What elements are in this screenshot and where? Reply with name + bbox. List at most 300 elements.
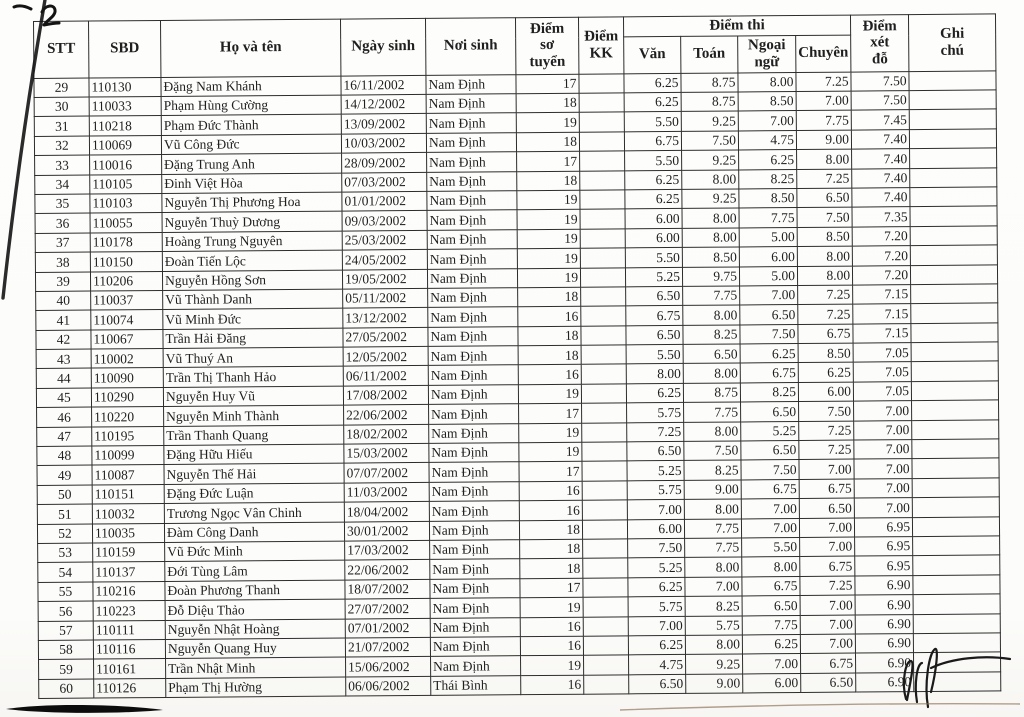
cell-diem_xet_do: 7.00 xyxy=(854,440,912,460)
cell-ngoai_ngu: 7.75 xyxy=(739,208,797,228)
header-ngay-sinh: Ngày sinh xyxy=(340,18,425,75)
cell-sbd: 110105 xyxy=(90,174,162,194)
cell-diem_so_tuyen: 18 xyxy=(518,345,581,365)
cell-ho_va_ten: Đặng Đức Luận xyxy=(164,483,344,504)
cell-sbd: 110069 xyxy=(89,135,161,155)
cell-noi_sinh: Nam Định xyxy=(429,443,519,463)
cell-noi_sinh: Nam Định xyxy=(427,249,517,269)
cell-ngay_sinh: 24/05/2002 xyxy=(342,250,427,270)
cell-ngoai_ngu: 6.25 xyxy=(740,344,798,364)
cell-diem_xet_do: 7.15 xyxy=(853,304,911,324)
cell-diem_so_tuyen: 19 xyxy=(521,656,584,676)
cell-toan: 8.25 xyxy=(684,460,741,480)
cell-noi_sinh: Nam Định xyxy=(427,229,517,249)
cell-ngay_sinh: 17/03/2002 xyxy=(345,540,430,560)
cell-ngay_sinh: 27/07/2002 xyxy=(345,599,430,619)
cell-chuyen: 6.50 xyxy=(801,673,856,693)
cell-ghi_chu xyxy=(912,400,999,420)
cell-sbd: 110218 xyxy=(89,116,161,136)
cell-sbd: 110032 xyxy=(92,504,164,524)
table-header xyxy=(34,14,996,78)
cell-chuyen: 7.00 xyxy=(799,459,854,479)
cell-noi_sinh: Nam Định xyxy=(426,74,516,94)
cell-ghi_chu xyxy=(911,323,998,343)
cell-ngoai_ngu: 8.25 xyxy=(739,169,797,189)
cell-diem_xet_do: 6.95 xyxy=(855,537,913,557)
cell-chuyen: 8.50 xyxy=(797,227,852,247)
cell-ngoai_ngu: 6.75 xyxy=(740,363,798,383)
header-stt: STT xyxy=(34,21,89,78)
cell-van: 6.75 xyxy=(626,306,683,326)
cell-chuyen: 8.50 xyxy=(798,343,853,363)
cell-diem_kk xyxy=(580,190,625,210)
cell-noi_sinh: Nam Định xyxy=(429,423,519,443)
cell-van: 6.25 xyxy=(628,635,685,655)
cell-diem_so_tuyen: 16 xyxy=(520,617,583,637)
cell-sbd: 110016 xyxy=(90,155,162,175)
cell-ngoai_ngu: 6.00 xyxy=(739,247,797,267)
cell-van: 7.50 xyxy=(628,538,685,558)
cell-noi_sinh: Nam Định xyxy=(428,288,518,308)
cell-noi_sinh: Nam Định xyxy=(428,385,518,405)
cell-diem_so_tuyen: 18 xyxy=(516,93,579,113)
cell-diem_xet_do: 6.95 xyxy=(855,556,913,576)
cell-ho_va_ten: Vũ Đức Minh xyxy=(165,541,345,562)
cell-ngay_sinh: 17/08/2002 xyxy=(343,385,428,405)
cell-van: 6.25 xyxy=(625,189,682,209)
cell-ho_va_ten: Nguyễn Thị Phương Hoa xyxy=(162,192,342,213)
cell-sbd: 110161 xyxy=(94,659,166,679)
cell-stt: 56 xyxy=(38,601,93,621)
cell-sbd: 110151 xyxy=(92,484,164,504)
header-diem-kk: Điểm KK xyxy=(578,17,623,74)
cell-noi_sinh: Nam Định xyxy=(427,191,517,211)
cell-chuyen: 6.75 xyxy=(798,324,853,344)
cell-diem_xet_do: 7.40 xyxy=(852,188,910,208)
cell-ho_va_ten: Nguyễn Hồng Sơn xyxy=(162,270,342,291)
cell-diem_xet_do: 7.15 xyxy=(853,323,911,343)
cell-ngoai_ngu: 6.25 xyxy=(739,150,797,170)
cell-ngoai_ngu: 7.75 xyxy=(742,615,800,635)
header-chuyen: Chuyên xyxy=(796,35,851,72)
cell-ghi_chu xyxy=(913,613,1000,633)
cell-chuyen: 7.25 xyxy=(799,421,854,441)
cell-stt: 32 xyxy=(34,136,89,156)
cell-diem_so_tuyen: 18 xyxy=(519,520,582,540)
cell-noi_sinh: Nam Định xyxy=(429,501,519,521)
cell-ghi_chu xyxy=(909,71,996,91)
cell-toan: 8.00 xyxy=(683,363,740,383)
cell-sbd: 110178 xyxy=(90,232,162,252)
cell-stt: 41 xyxy=(36,310,91,330)
cell-diem_kk xyxy=(580,229,625,249)
cell-sbd: 110159 xyxy=(93,542,165,562)
cell-stt: 37 xyxy=(35,233,90,253)
cell-ghi_chu xyxy=(912,439,999,459)
cell-noi_sinh: Nam Định xyxy=(428,365,518,385)
cell-sbd: 110130 xyxy=(89,77,161,97)
cell-ngoai_ngu: 6.75 xyxy=(742,576,800,596)
cell-van: 8.00 xyxy=(626,364,683,384)
table-body xyxy=(34,71,1001,699)
cell-sbd: 110150 xyxy=(90,252,162,272)
cell-ho_va_ten: Đoàn Tiến Lộc xyxy=(162,250,342,271)
cell-chuyen: 7.00 xyxy=(796,91,851,111)
cell-stt: 35 xyxy=(35,194,90,214)
cell-ngay_sinh: 07/03/2002 xyxy=(342,172,427,192)
cell-toan: 7.75 xyxy=(684,402,741,422)
cell-ho_va_ten: Đới Tùng Lâm xyxy=(165,560,345,581)
cell-ngay_sinh: 15/03/2002 xyxy=(344,443,429,463)
cell-ngoai_ngu: 7.00 xyxy=(740,285,798,305)
cell-stt: 53 xyxy=(38,543,93,563)
cell-ngoai_ngu: 5.25 xyxy=(741,421,799,441)
cell-sbd: 110116 xyxy=(93,639,165,659)
cell-ghi_chu xyxy=(913,594,1000,614)
cell-ghi_chu xyxy=(912,517,999,537)
cell-toan: 8.25 xyxy=(685,596,742,616)
cell-chuyen: 7.00 xyxy=(800,537,855,557)
cell-van: 5.50 xyxy=(624,112,681,132)
cell-sbd: 110087 xyxy=(92,465,164,485)
cell-diem_so_tuyen: 19 xyxy=(516,113,579,133)
cell-stt: 51 xyxy=(37,504,92,524)
cell-diem_xet_do: 6.90 xyxy=(855,634,913,654)
cell-van: 7.00 xyxy=(628,616,685,636)
cell-diem_kk xyxy=(582,403,627,423)
cell-toan: 9.25 xyxy=(682,150,739,170)
cell-diem_kk xyxy=(580,248,625,268)
cell-ngoai_ngu: 6.25 xyxy=(742,634,800,654)
cell-ho_va_ten: Trần Nhật Minh xyxy=(166,657,346,678)
cell-stt: 55 xyxy=(38,582,93,602)
cell-ngoai_ngu: 8.25 xyxy=(740,382,798,402)
cell-van: 6.50 xyxy=(629,674,686,694)
cell-toan: 8.00 xyxy=(682,208,739,228)
cell-sbd: 110290 xyxy=(91,387,163,407)
cell-ghi_chu xyxy=(912,497,999,517)
cell-ngay_sinh: 15/06/2002 xyxy=(346,657,431,677)
cell-ngay_sinh: 22/06/2002 xyxy=(345,560,430,580)
cell-diem_so_tuyen: 16 xyxy=(521,675,584,695)
cell-van: 6.25 xyxy=(626,383,683,403)
cell-ngoai_ngu: 6.50 xyxy=(742,596,800,616)
cell-diem_so_tuyen: 17 xyxy=(520,578,583,598)
cell-chuyen: 7.25 xyxy=(797,169,852,189)
cell-diem_xet_do: 6.90 xyxy=(855,614,913,634)
cell-stt: 39 xyxy=(35,272,90,292)
cell-diem_so_tuyen: 19 xyxy=(519,423,582,443)
cell-stt: 60 xyxy=(39,679,94,699)
cell-noi_sinh: Nam Định xyxy=(427,210,517,230)
cell-diem_xet_do: 6.90 xyxy=(855,575,913,595)
cell-ngay_sinh: 11/03/2002 xyxy=(344,482,429,502)
cell-ghi_chu xyxy=(912,420,999,440)
cell-stt: 57 xyxy=(38,621,93,641)
cell-diem_xet_do: 7.40 xyxy=(852,149,910,169)
cell-sbd: 110126 xyxy=(94,678,166,698)
cell-ho_va_ten: Phạm Đức Thành xyxy=(161,114,341,135)
cell-stt: 34 xyxy=(35,175,90,195)
cell-diem_so_tuyen: 16 xyxy=(519,500,582,520)
cell-ngay_sinh: 18/07/2002 xyxy=(345,579,430,599)
cell-ghi_chu xyxy=(909,109,996,129)
cell-sbd: 110111 xyxy=(93,620,165,640)
cell-diem_xet_do: 7.05 xyxy=(853,362,911,382)
cell-stt: 54 xyxy=(38,562,93,582)
cell-van: 6.25 xyxy=(624,73,681,93)
cell-diem_so_tuyen: 18 xyxy=(517,171,580,191)
cell-stt: 33 xyxy=(35,155,90,175)
cell-ho_va_ten: Nguyễn Nhật Hoàng xyxy=(165,619,345,640)
cell-ho_va_ten: Trương Ngọc Vân Chinh xyxy=(164,502,344,523)
cell-van: 6.25 xyxy=(625,170,682,190)
cell-diem_kk xyxy=(583,597,628,617)
cell-diem_kk xyxy=(579,93,624,113)
header-ho-va-ten: Họ và tên xyxy=(161,19,341,77)
cell-van: 6.50 xyxy=(626,286,683,306)
cell-stt: 43 xyxy=(36,349,91,369)
cell-toan: 9.75 xyxy=(682,266,739,286)
header-toan: Toán xyxy=(681,36,738,73)
cell-van: 7.25 xyxy=(627,422,684,442)
cell-ho_va_ten: Hoàng Trung Nguyên xyxy=(162,231,342,252)
cell-diem_kk xyxy=(580,209,625,229)
cell-ngay_sinh: 30/01/2002 xyxy=(344,521,429,541)
cell-toan: 5.75 xyxy=(685,615,742,635)
cell-ngoai_ngu: 5.00 xyxy=(739,266,797,286)
cell-stt: 49 xyxy=(37,465,92,485)
cell-van: 5.50 xyxy=(626,344,683,364)
cell-diem_kk xyxy=(581,384,626,404)
cell-stt: 59 xyxy=(39,659,94,679)
cell-diem_so_tuyen: 19 xyxy=(520,597,583,617)
cell-diem_xet_do: 7.20 xyxy=(852,226,910,246)
cell-ho_va_ten: Đặng Trung Anh xyxy=(162,153,342,174)
cell-chuyen: 7.75 xyxy=(796,110,851,130)
cell-ngay_sinh: 07/07/2002 xyxy=(344,463,429,483)
cell-ghi_chu xyxy=(913,575,1000,595)
cell-ho_va_ten: Vũ Công Đức xyxy=(161,134,341,155)
cell-stt: 29 xyxy=(34,78,89,98)
cell-diem_so_tuyen: 19 xyxy=(519,442,582,462)
cell-stt: 45 xyxy=(36,388,91,408)
cell-toan: 7.75 xyxy=(685,538,742,558)
cell-stt: 30 xyxy=(34,97,89,117)
cell-sbd: 110090 xyxy=(91,368,163,388)
cell-diem_kk xyxy=(581,364,626,384)
cell-ghi_chu xyxy=(914,652,1001,672)
cell-diem_kk xyxy=(581,287,626,307)
cell-van: 6.50 xyxy=(627,441,684,461)
cell-ghi_chu xyxy=(911,303,998,323)
cell-noi_sinh: Nam Định xyxy=(431,656,521,676)
cell-diem_so_tuyen: 16 xyxy=(520,636,583,656)
cell-ho_va_ten: Nguyễn Minh Thành xyxy=(164,405,344,426)
cell-stt: 52 xyxy=(37,524,92,544)
cell-diem_so_tuyen: 17 xyxy=(519,403,582,423)
cell-diem_so_tuyen: 19 xyxy=(517,248,580,268)
cell-toan: 8.25 xyxy=(683,325,740,345)
cell-diem_so_tuyen: 19 xyxy=(518,384,581,404)
cell-ho_va_ten: Đỗ Diệu Thảo xyxy=(165,599,345,620)
cell-chuyen: 8.00 xyxy=(797,266,852,286)
cell-ghi_chu xyxy=(914,672,1001,692)
cell-diem_kk xyxy=(581,306,626,326)
cell-diem_xet_do: 7.05 xyxy=(853,343,911,363)
cell-noi_sinh: Nam Định xyxy=(426,132,516,152)
cell-diem_so_tuyen: 19 xyxy=(517,210,580,230)
cell-noi_sinh: Nam Định xyxy=(430,617,520,637)
cell-van: 5.75 xyxy=(627,480,684,500)
cell-toan: 9.00 xyxy=(684,480,741,500)
cell-sbd: 110206 xyxy=(90,271,162,291)
cell-ghi_chu xyxy=(911,342,998,362)
cell-diem_so_tuyen: 18 xyxy=(516,132,579,152)
cell-diem_kk xyxy=(581,345,626,365)
cell-chuyen: 7.25 xyxy=(798,285,853,305)
cell-diem_so_tuyen: 18 xyxy=(518,287,581,307)
cell-ngoai_ngu: 6.75 xyxy=(741,479,799,499)
cell-ngay_sinh: 05/11/2002 xyxy=(343,288,428,308)
cell-toan: 9.00 xyxy=(686,674,743,694)
cell-ho_va_ten: Nguyễn Quang Huy xyxy=(165,638,345,659)
cell-ghi_chu xyxy=(909,129,996,149)
cell-chuyen: 7.25 xyxy=(799,440,854,460)
cell-ghi_chu xyxy=(910,206,997,226)
cell-chuyen: 7.25 xyxy=(796,72,851,92)
cell-noi_sinh: Thái Bình xyxy=(431,675,521,695)
cell-stt: 31 xyxy=(34,116,89,136)
cell-ngay_sinh: 16/11/2002 xyxy=(341,75,426,95)
cell-ngay_sinh: 09/03/2002 xyxy=(342,211,427,231)
cell-van: 6.00 xyxy=(625,209,682,229)
cell-diem_kk xyxy=(579,132,624,152)
cell-toan: 9.25 xyxy=(685,654,742,674)
cell-ho_va_ten: Nguyễn Huy Vũ xyxy=(163,386,343,407)
cell-ngay_sinh: 28/09/2002 xyxy=(342,153,427,173)
cell-stt: 40 xyxy=(36,291,91,311)
cell-ngoai_ngu: 8.00 xyxy=(742,557,800,577)
cell-ho_va_ten: Đặng Nam Khánh xyxy=(161,76,341,97)
cell-chuyen: 6.75 xyxy=(800,556,855,576)
cell-chuyen: 9.00 xyxy=(796,130,851,150)
cell-sbd: 110223 xyxy=(93,601,165,621)
header-diem-so-tuyen: Điểm sơ tuyển xyxy=(515,17,578,74)
cell-ngoai_ngu: 7.50 xyxy=(740,324,798,344)
cell-stt: 38 xyxy=(35,252,90,272)
cell-stt: 42 xyxy=(36,330,91,350)
cell-diem_xet_do: 6.90 xyxy=(855,595,913,615)
cell-ngay_sinh: 25/03/2002 xyxy=(342,230,427,250)
cell-ghi_chu xyxy=(910,148,997,168)
cell-ngoai_ngu: 6.50 xyxy=(741,402,799,422)
cell-ho_va_ten: Trần Thanh Quang xyxy=(164,425,344,446)
cell-chuyen: 7.25 xyxy=(798,304,853,324)
cell-ngay_sinh: 22/06/2002 xyxy=(344,405,429,425)
cell-toan: 7.00 xyxy=(685,577,742,597)
cell-sbd: 110074 xyxy=(91,310,163,330)
cell-toan: 6.50 xyxy=(683,344,740,364)
cell-diem_kk xyxy=(582,442,627,462)
cell-van: 6.00 xyxy=(627,519,684,539)
header-van: Văn xyxy=(624,36,681,73)
cell-van: 5.75 xyxy=(627,403,684,423)
cell-stt: 46 xyxy=(37,407,92,427)
cell-diem_kk xyxy=(583,636,628,656)
cell-ngoai_ngu: 8.50 xyxy=(738,91,796,111)
cell-ho_va_ten: Đoàn Phương Thanh xyxy=(165,580,345,601)
cell-sbd: 110055 xyxy=(90,213,162,233)
cell-chuyen: 8.00 xyxy=(797,246,852,266)
cell-ngoai_ngu: 8.00 xyxy=(738,72,796,92)
cell-sbd: 110067 xyxy=(91,329,163,349)
cell-ho_va_ten: Phạm Thị Hường xyxy=(166,677,346,698)
cell-chuyen: 7.50 xyxy=(797,207,852,227)
cell-ghi_chu xyxy=(910,245,997,265)
cell-ngoai_ngu: 6.50 xyxy=(740,305,798,325)
cell-ghi_chu xyxy=(910,226,997,246)
cell-diem_xet_do: 7.00 xyxy=(854,498,912,518)
cell-ngay_sinh: 06/11/2002 xyxy=(343,366,428,386)
cell-van: 6.50 xyxy=(626,325,683,345)
cell-diem_xet_do: 7.45 xyxy=(851,110,909,130)
cell-toan: 8.00 xyxy=(682,228,739,248)
cell-noi_sinh: Nam Định xyxy=(430,637,520,657)
cell-diem_kk xyxy=(581,326,626,346)
cell-noi_sinh: Nam Định xyxy=(430,540,520,560)
cell-diem_xet_do: 7.50 xyxy=(851,71,909,91)
cell-ngay_sinh: 19/05/2002 xyxy=(342,269,427,289)
cell-ghi_chu xyxy=(913,536,1000,556)
cell-noi_sinh: Nam Định xyxy=(427,268,517,288)
cell-van: 6.00 xyxy=(625,228,682,248)
cell-noi_sinh: Nam Định xyxy=(430,559,520,579)
header-ghi-chu: Ghi chú xyxy=(909,14,996,71)
cell-noi_sinh: Nam Định xyxy=(426,113,516,133)
cell-diem_kk xyxy=(583,539,628,559)
cell-diem_so_tuyen: 17 xyxy=(517,151,580,171)
cell-ho_va_ten: Trần Thị Thanh Hảo xyxy=(163,367,343,388)
cell-noi_sinh: Nam Định xyxy=(429,462,519,482)
cell-diem_kk xyxy=(583,616,628,636)
cell-toan: 8.50 xyxy=(682,247,739,267)
cell-diem_kk xyxy=(579,73,624,93)
cell-chuyen: 6.75 xyxy=(800,653,855,673)
header-diem-thi: Điểm thi xyxy=(623,15,850,37)
cell-van: 5.25 xyxy=(628,558,685,578)
cell-ghi_chu xyxy=(910,167,997,187)
cell-chuyen: 6.75 xyxy=(799,479,854,499)
cell-chuyen: 7.00 xyxy=(800,615,855,635)
cell-van: 4.75 xyxy=(628,655,685,675)
cell-stt: 47 xyxy=(37,427,92,447)
cell-noi_sinh: Nam Định xyxy=(427,171,517,191)
cell-diem_so_tuyen: 17 xyxy=(519,462,582,482)
cell-ghi_chu xyxy=(913,555,1000,575)
cell-toan: 7.50 xyxy=(681,131,738,151)
cell-diem_so_tuyen: 19 xyxy=(517,229,580,249)
cell-ngoai_ngu: 7.50 xyxy=(741,460,799,480)
cell-diem_so_tuyen: 16 xyxy=(518,365,581,385)
cell-diem_kk xyxy=(582,461,627,481)
cell-diem_kk xyxy=(583,578,628,598)
cell-ngoai_ngu: 7.00 xyxy=(741,518,799,538)
cell-diem_xet_do: 7.00 xyxy=(854,420,912,440)
cell-toan: 7.75 xyxy=(683,286,740,306)
cell-ho_va_ten: Đặng Hữu Hiếu xyxy=(164,444,344,465)
cell-noi_sinh: Nam Định xyxy=(430,598,520,618)
